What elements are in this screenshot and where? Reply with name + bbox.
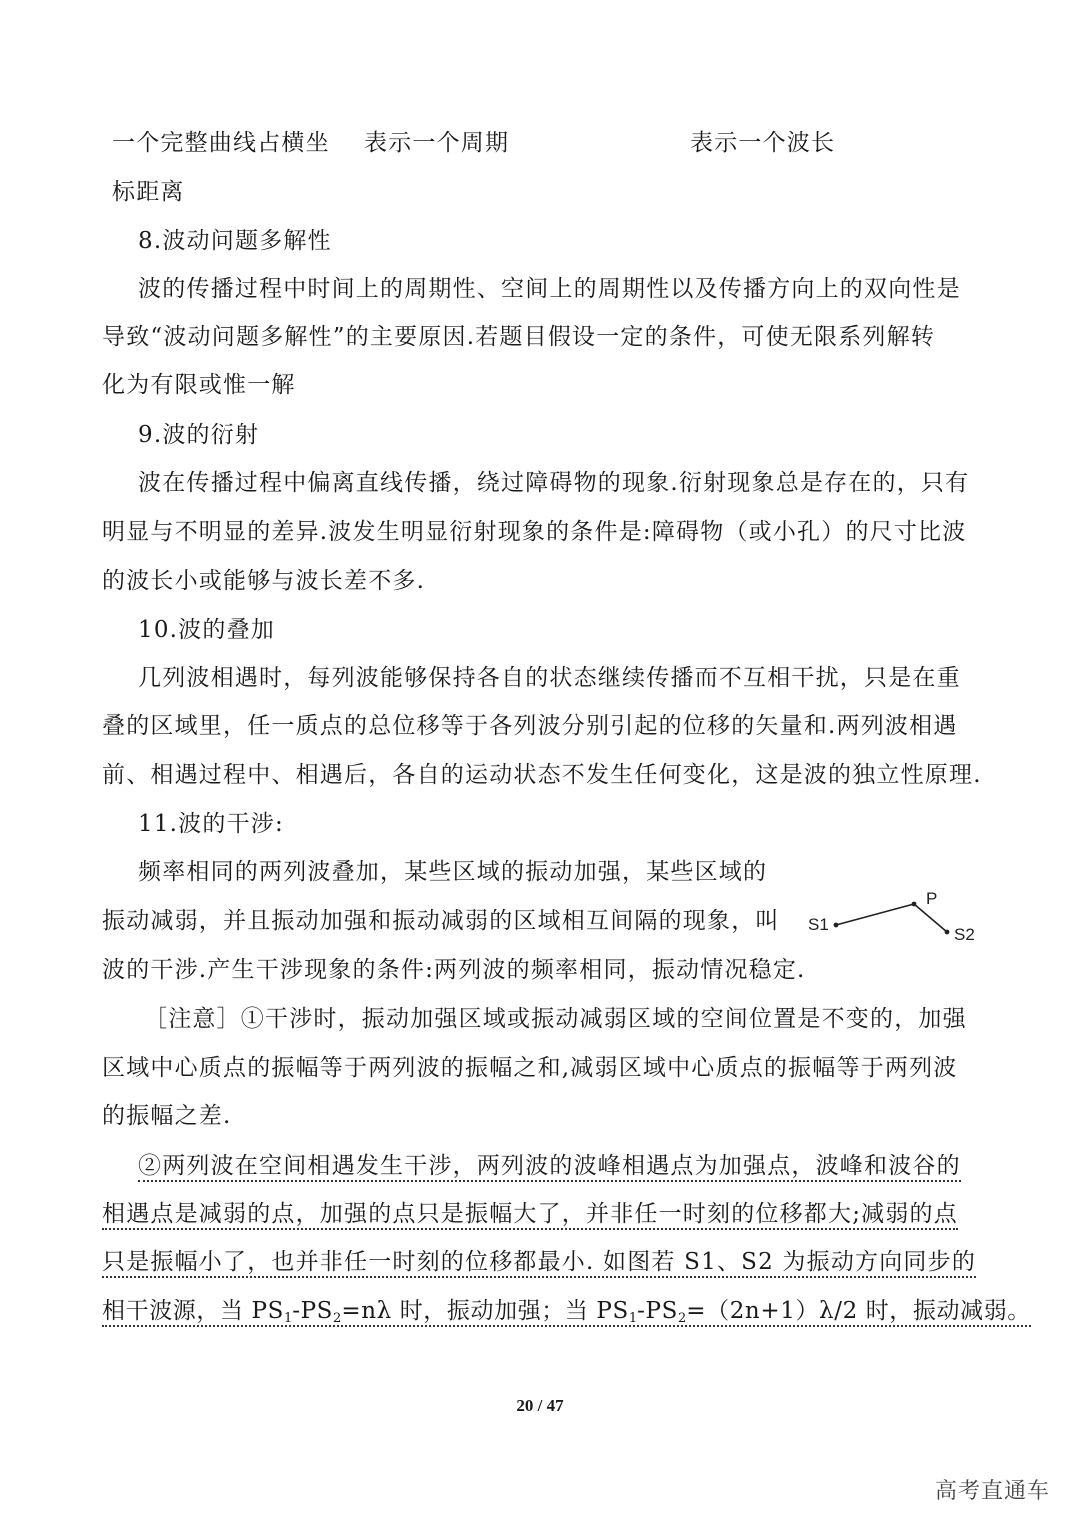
page-number: 20 / 47 [516, 1396, 564, 1415]
paragraph-line: 化为有限或惟一解 [102, 372, 296, 398]
table-cell-col1-wrap: 标距离 [112, 179, 185, 205]
paragraph-line: 几列波相遇时，每列波能够保持各自的状态继续传播而不互相干扰，只是在重 [138, 665, 961, 691]
note2-text: ②两列波在空间相遇发生干涉，两列波的波峰相遇点为加强点，波峰和波谷的 [138, 1153, 961, 1182]
note-line: 的振幅之差. [102, 1103, 232, 1129]
formula-subscript: 1 [628, 1311, 638, 1326]
interference-diagram [802, 880, 992, 950]
point-s2 [945, 930, 950, 935]
diagram-label-s1: S1 [808, 915, 829, 934]
section-heading: 8.波动问题多解性 [138, 228, 332, 254]
section-heading: 10.波的叠加 [138, 617, 275, 643]
formula-subscript: 2 [333, 1311, 342, 1326]
paragraph-line: 频率相同的两列波叠加，某些区域的振动加强，某些区域的 [138, 859, 768, 885]
paragraph-line: 导致“波动问题多解性”的主要原因.若题目假设一定的条件，可使无限系列解转 [102, 324, 936, 350]
note-line: 区域中心质点的振幅等于两列波的振幅之和,减弱区域中心质点的振幅等于两列波 [102, 1055, 958, 1081]
note2-text: 相遇点是减弱的点，加强的点只是振幅大了，并非任一时刻的位移都大;减弱的点 [102, 1201, 958, 1230]
diagram-label-p: P [926, 889, 938, 908]
section-heading: 11.波的干涉: [138, 811, 284, 837]
note2-text: 只是振幅小了，也并非任一时刻的位移都最小. 如图若 S1、S2 为振动方向同步的 [102, 1249, 976, 1278]
note2-line [138, 1151, 982, 1181]
point-s1 [834, 923, 839, 928]
formula-part: -PS [292, 1298, 334, 1324]
paragraph-line: 叠的区域里，任一质点的总位移等于各列波分别引起的位移的矢量和.两列波相遇 [102, 713, 958, 739]
formula-subscript: 2 [677, 1311, 687, 1326]
paragraph-line: 的波长小或能够与波长差不多. [102, 568, 426, 594]
section-heading: 9.波的衍射 [138, 422, 260, 448]
formula-subscript: 1 [283, 1311, 293, 1326]
table-cell-col2: 表示一个周期 [364, 130, 510, 156]
table-cell-col1: 一个完整曲线占横坐 [112, 130, 330, 156]
paragraph-line: 振动减弱，并且振动加强和振动减弱的区域相互间隔的现象，叫 [102, 908, 780, 934]
formula-part: 相干波源，当 PS [102, 1298, 284, 1324]
paragraph-line: 波的干涉.产生干涉现象的条件:两列波的频率相同，振动情况稳定. [102, 957, 806, 983]
point-p [912, 902, 917, 907]
formula-part: -PS [637, 1298, 678, 1324]
formula-part: =nλ 时，振动加强；当 PS [341, 1298, 629, 1324]
path-s1-to-p [836, 904, 914, 925]
note2-line [102, 1247, 982, 1277]
note2-line [102, 1296, 1031, 1334]
table-cell-col3: 表示一个波长 [690, 130, 836, 156]
note2-line [102, 1199, 982, 1229]
paragraph-line: 波在传播过程中偏离直线传播，绕过障碍物的现象.衍射现象总是存在的，只有 [138, 470, 970, 496]
diagram-label-s2: S2 [954, 925, 975, 944]
paragraph-line: 波的传播过程中时间上的周期性、空间上的周期性以及传播方向上的双向性是 [138, 276, 961, 302]
note2-formula-text [102, 1298, 1031, 1327]
watermark-text: 高考直通车 [934, 1479, 1050, 1504]
paragraph-line: 明显与不明显的差异.波发生明显衍射现象的条件是:障碍物（或小孔）的尺寸比波 [102, 519, 967, 545]
formula-part: =（2n+1）λ/2 时，振动减弱。 [686, 1298, 1031, 1324]
path-p-to-s2 [914, 904, 947, 932]
paragraph-line: 前、相遇过程中、相遇后，各自的运动状态不发生任何变化，这是波的独立性原理. [102, 762, 982, 788]
note-line: ［注意］①干涉时，振动加强区域或振动减弱区域的空间位置是不变的，加强 [144, 1006, 967, 1032]
